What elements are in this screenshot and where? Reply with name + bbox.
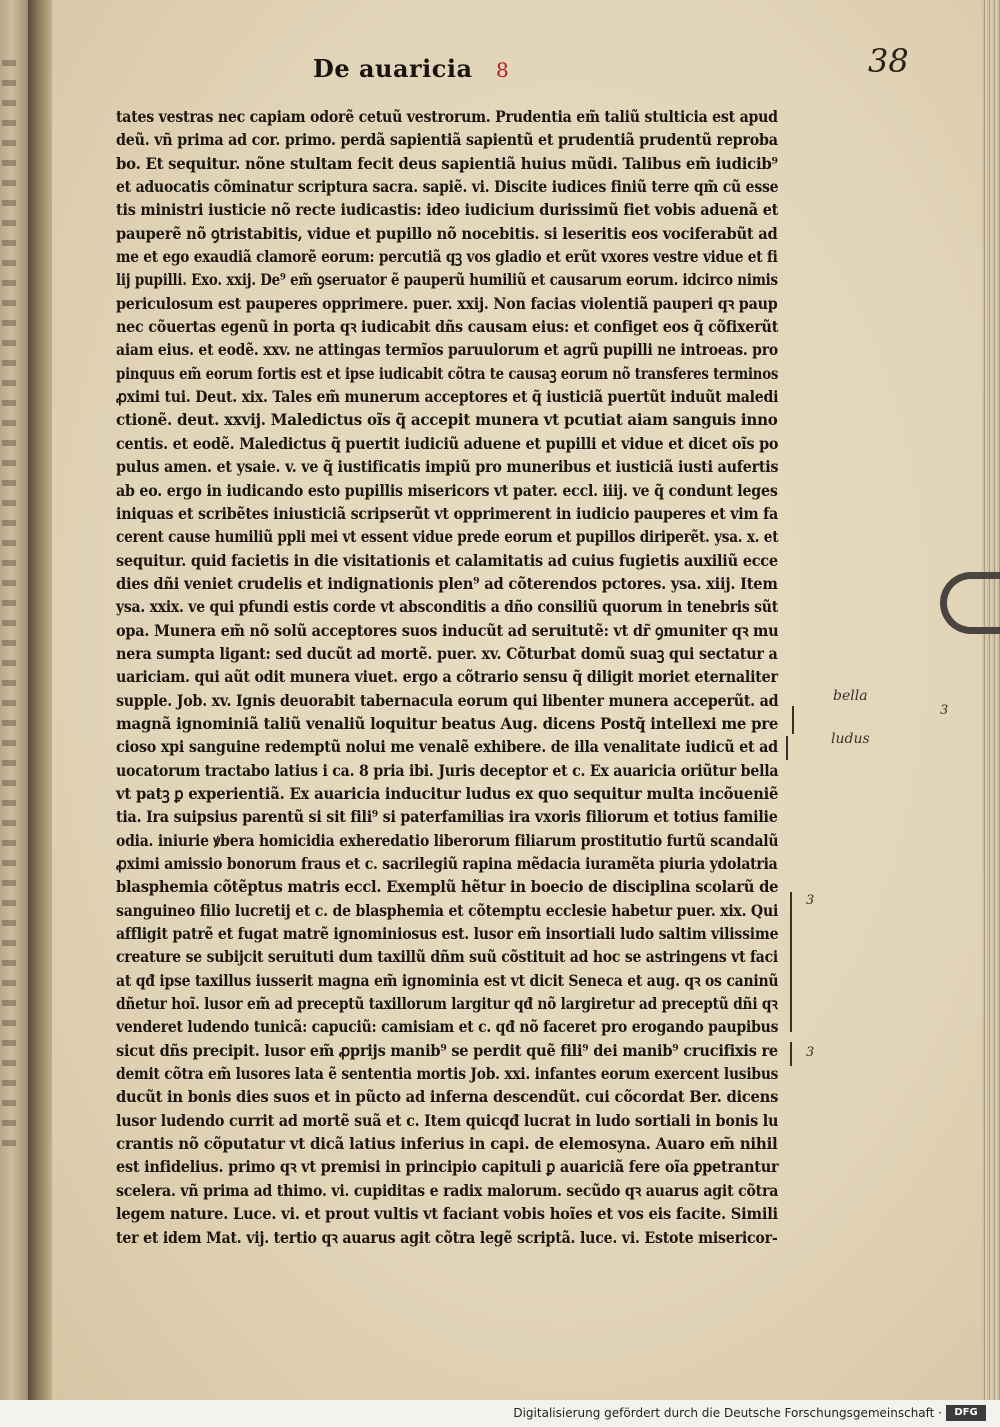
- text-line: bo. Et sequitur. nõne stultam fecit deus sapientiã huius mũdi. Talibus em̃ iudicib⁹: [116, 153, 778, 173]
- text-line: scelera. vñ prima ad thimo. vi. cupiditas e radix malorum. secũdo qꝛ auarus agit cõtra: [116, 1180, 779, 1200]
- text-line: lij pupilli. Exo. xxij. De⁹ em̃ ꝯseruator ẽ pauperũ humiliũ et causarum eorum. idcirco nimis: [116, 270, 778, 290]
- text-line: ter et idem Mat. vij. tertio qꝛ auarus agit cõtra legẽ scriptã. luce. vi. Estote misericor-: [116, 1227, 778, 1247]
- text-line: ꝓximi amissio bonorum fraus et c. sacrilegiũ rapina mẽdacia iuramẽta piuria ydolatria: [116, 854, 778, 873]
- text-line: venderet ludendo tunicã: capuciũ: camisiam et c. qđ nõ faceret pro erogando paupibus: [116, 1017, 779, 1037]
- text-line: aiam eius. et eodẽ. xxv. ne attingas termĩos paruulorum et agrũ pupilli ne introeas. pro: [116, 340, 778, 360]
- text-line: legem nature. Luce. vi. et prout vultis vt faciant vobis hoĩes et vos eis facite. Simili: [116, 1204, 778, 1224]
- text-line: deũ. vñ prima ad cor. primo. perdã sapientiã sapientũ et prudentiã prudentũ reproba: [116, 130, 778, 150]
- text-line: cioso xpi sanguine redemptũ nolui me venalẽ exhibere. de illa venalitate iudicũ et ad: [116, 737, 778, 757]
- marginal-note-bella: bella: [833, 688, 868, 704]
- text-line: demit cõtra em̃ lusores lata ẽ sententia mortis Job. xxi. infantes eorum exercent lusibus: [116, 1064, 779, 1084]
- text-line: uariciam. qui aũt odit munera viuet. ergo a cõtrario sensu q̃ diligit moriet eternaliter: [116, 667, 778, 687]
- text-line: supple. Job. xv. Ignis deuorabit tabernacula eorum qui libenter munera acceperũt. ad: [116, 690, 779, 710]
- text-line: dies dñi veniet crudelis et indignationis plen⁹ ad cõterendos pctores. ysa. xiij. Item: [116, 573, 778, 593]
- text-line: nera sumpta ligant: sed ducũt ad mortẽ. puer. xv. Cõturbat domũ suaꝫ qui sectatur a: [116, 643, 778, 663]
- text-line: dñetur hoĩ. lusor em̃ ad preceptũ taxillorum largitur qđ nõ largiretur ad preceptũ dñi qꝛ: [116, 994, 778, 1014]
- text-line: pulus amen. et ysaie. v. ve q̃ iustificatis impiũ pro muneribus et iusticiã iusti aufertis: [116, 457, 779, 477]
- text-line: ducũt in bonis dies suos et in pũcto ad inferna descendũt. cui cõcordat Ber. dicens: [116, 1087, 779, 1107]
- marginal-bracket-line: [790, 1042, 792, 1066]
- facing-page-edge: [0, 0, 30, 1400]
- rubric-mark: 8: [496, 58, 509, 82]
- marginal-note-ludus: ludus: [831, 731, 870, 747]
- text-line: tis ministri iusticie nõ recte iudicastis: ideo iudicium durissimũ fiet vobis aduenã et: [116, 200, 779, 220]
- facing-page-text-fragment: [2, 60, 16, 1160]
- folio-number: 38: [868, 42, 909, 80]
- marginal-reference-mark: 3: [940, 703, 949, 718]
- page-clip: [940, 572, 1000, 634]
- text-line: uocatorum tractabo latius i ca. 8 pria ibi. Juris deceptor et c. Ex auaricia oriũtur bella: [116, 760, 779, 780]
- text-line: affligit patrẽ et fugat matrẽ ignominiosus est. lusor em̃ insortiali ludo saltim vilissime: [116, 924, 779, 944]
- dfg-logo: DFG: [946, 1405, 986, 1421]
- text-line: me et ego exaudiã clamorẽ eorum: percutiã qꝫ vos gladio et erũt vxores vestre vidue et fi: [116, 247, 778, 267]
- text-line: centis. et eodẽ. Maledictus q̃ puertit iudiciũ aduene et pupilli et vidue et dicet oĩs po: [116, 433, 779, 453]
- text-line: cerent cause humiliũ ppli mei vt essent vidue prede eorum et pupillos diriperẽt. ysa. x. et: [116, 527, 779, 547]
- text-line: et aduocatis cõminatur scriptura sacra. sapiẽ. vi. Discite iudices finiũ terre qm̃ cũ esse: [116, 177, 779, 197]
- text-line: tates vestras nec capiam odorẽ cetuũ vestrorum. Prudentia em̃ taliũ stulticia est apud: [116, 107, 778, 126]
- book-gutter: [28, 0, 54, 1400]
- text-line: sicut dñs precipit. lusor em̃ ꝓprijs manib⁹ se perdit quẽ fili⁹ dei manib⁹ crucifixis re: [116, 1040, 778, 1060]
- text-line: pauperẽ nõ ꝯtristabitis, vidue et pupillo nõ nocebitis. si leseritis eos vociferabũt ad: [116, 223, 778, 243]
- text-line: blasphemia cõtẽptus matris eccl. Exemplũ hẽtur in boecio de disciplina scolarũ de: [116, 877, 779, 897]
- marginal-reference-mark: 3: [806, 1045, 815, 1060]
- text-line: magnã ignominiã taliũ venaliũ loquitur beatus Aug. dicens Postq̃ intellexi me pre: [116, 713, 779, 733]
- text-line: crantis nõ cõputatur vt dicã latius inferius in capi. de elemosyna. Auaro em̃ nihil: [116, 1134, 778, 1154]
- text-line: est infidelius. primo qꝛ vt premisi in principio capituli ꝑ auariciã fere oĩa ꝑpetrantur: [116, 1157, 779, 1177]
- text-line: tia. Ira suipsius parentũ si sit fili⁹ si paterfamilias ira vxoris filiorum et totius familie: [116, 807, 778, 827]
- page-stack-edge: [982, 0, 1000, 1400]
- marginal-reference-mark: 3: [806, 893, 815, 908]
- text-line: odia. iniurie ꝟbera homicidia exheredatio liberorum filiarum prostitutio furtũ scandalũ: [116, 830, 779, 850]
- text-line: pinquus em̃ eorum fortis est et ipse iudicabit cõtra te causaꝫ eorum nõ transferes terminos: [116, 363, 779, 383]
- text-line: sequitur. quid facietis in die visitationis et calamitatis ad cuius fugietis auxiliũ ecce: [116, 550, 778, 570]
- text-line: lusor ludendo currit ad mortẽ suã et c. Item quicqđ lucrat in ludo sortiali in bonis lu: [116, 1110, 779, 1130]
- marginal-bracket-line: [792, 706, 794, 734]
- marginal-bracket-line: [786, 736, 788, 760]
- text-line: vt patꝫ ꝑ experientiã. Ex auaricia inducitur ludus ex quo sequitur multa incõueniẽ: [116, 783, 779, 803]
- text-line: iniquas et scribẽtes iniusticiã scripserũt vt opprimerent in iudicio pauperes et vim fa: [116, 503, 779, 523]
- marginal-bracket-line: [790, 892, 792, 1032]
- running-header: De auaricia: [313, 54, 473, 83]
- body-text-block: [116, 105, 781, 1249]
- text-line: sanguineo filio lucretij et c. de blasphemia et cõtemptu ecclesie habetur puer. xix. Qui: [116, 900, 779, 920]
- text-line: at qđ ipse taxillus iusserit magna em̃ ignominia est vt dicit Seneca et aug. qꝛ os caninũ: [116, 970, 779, 990]
- text-line: creature se subijcit seruituti dum taxillũ dñm suũ cõstituit ad hoc se astringens vt faci: [116, 947, 778, 967]
- text-line: ꝓximi tui. Deut. xix. Tales em̃ munerum acceptores et q̃ iusticiã puertũt induũt maledi: [116, 387, 779, 407]
- text-line: ctionẽ. deut. xxvij. Maledictus oĩs q̃ accepit munera vt pcutiat aiam sanguis inno: [116, 410, 778, 430]
- digitization-credit: Digitalisierung gefördert durch die Deutsche Forschungsgemeinschaft ·: [513, 1406, 942, 1420]
- text-line: opa. Munera em̃ nõ solũ acceptores suos inducũt ad seruitutẽ: vt dr̃ ꝯmuniter qꝛ mu: [116, 620, 779, 640]
- text-line: ab eo. ergo in iudicando esto pupillis misericors vt pater. eccl. iiij. ve q̃ condunt leges: [116, 480, 778, 500]
- text-line: ysa. xxix. ve qui pfundi estis corde vt absconditis a dño consiliũ quorum in tenebris sũt: [116, 597, 778, 617]
- text-line: periculosum est pauperes opprimere. puer. xxij. Non facias violentiã pauperi qꝛ paup: [116, 293, 778, 313]
- text-line: nec cõuertas egenũ in porta qꝛ iudicabit dñs causam eius: et configet eos q̃ cõfixerũt: [116, 317, 779, 337]
